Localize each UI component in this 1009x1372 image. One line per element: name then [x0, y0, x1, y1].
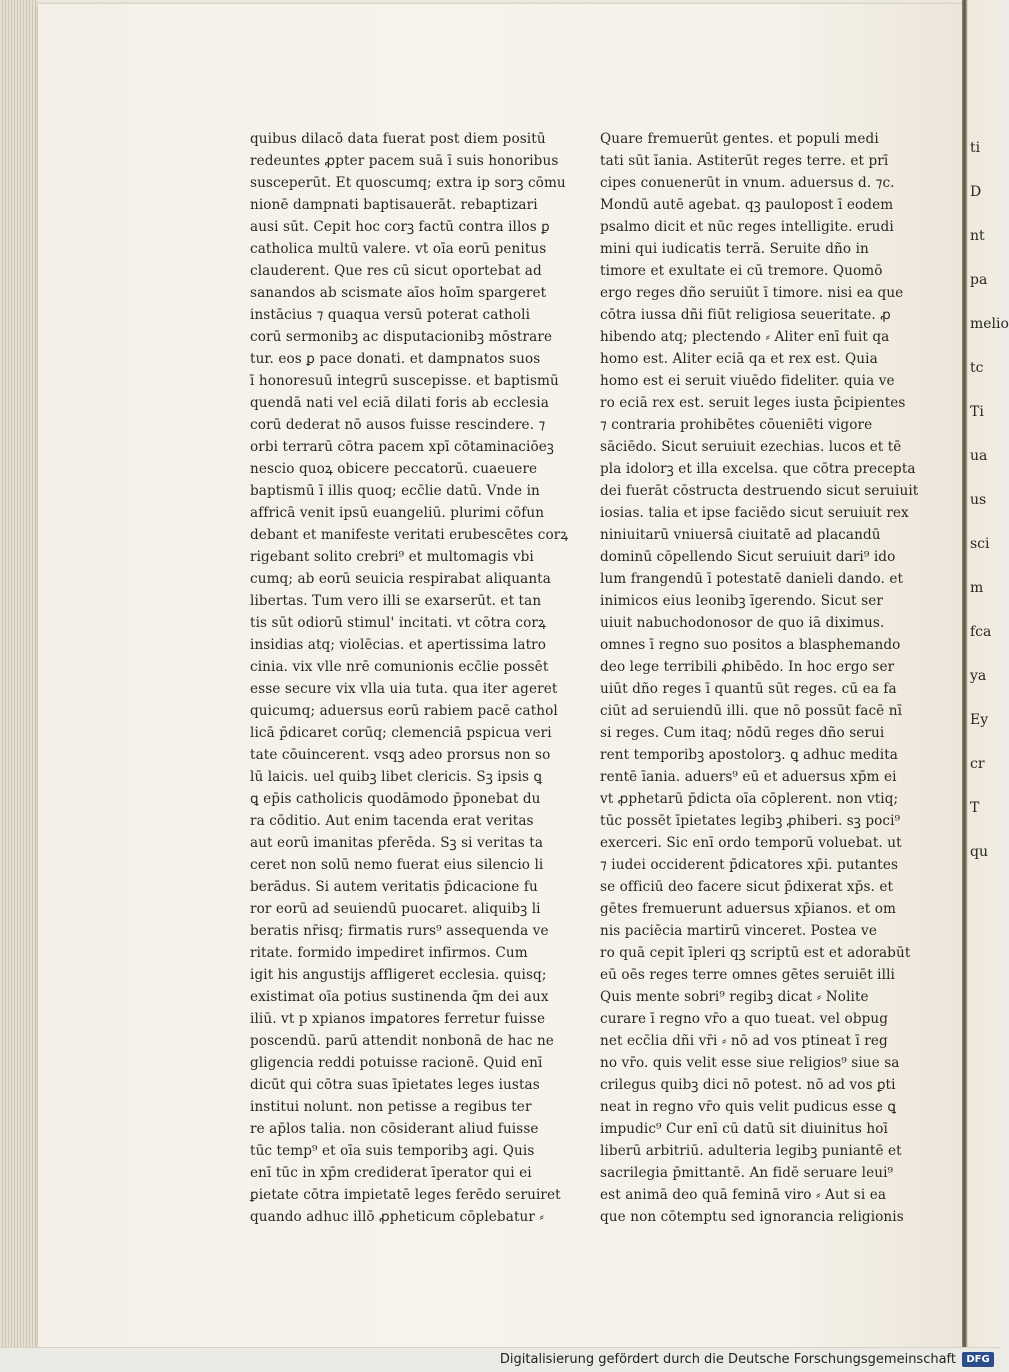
text-line: iosias. talia et ipse faciēdo sicut seruiuit rex: [600, 505, 909, 521]
text-line: institui nolunt. non petisse a regibus ter: [250, 1099, 532, 1115]
text-line: redeuntes ꝓpter pacem suā ī suis honoribus: [250, 153, 559, 169]
text-line: esse secure vix vlla uia tuta. qua iter ageret: [250, 681, 558, 697]
page-edges: [0, 0, 38, 1347]
text-line: ro eciā rex est. seruit leges iusta p̄cipientes: [600, 395, 906, 411]
text-line: orbi terrarū cōtra pacem xpī cōtaminaciōeꝫ: [250, 439, 554, 455]
text-line: Quare fremuerūt gentes. et populi medi: [600, 131, 879, 147]
text-line: ritate. formido impediret infirmos. Cum: [250, 945, 528, 961]
text-column-right: [600, 128, 919, 1228]
text-line: crilegus quibꝫ dici nō potest. nō ad vos ꝑti: [600, 1077, 896, 1093]
text-line: eū oēs reges terre omnes gētes seruiēt illi: [600, 967, 895, 983]
text-line: cumq; ab eorū seuicia respirabat aliquanta: [250, 571, 551, 587]
text-line: gligencia reddi potuisse racionē. Quid enī: [250, 1055, 543, 1071]
text-line: inimicos eius leonibꝫ īgerendo. Sicut ser: [600, 593, 883, 609]
facing-page-fragment: m: [970, 580, 984, 596]
text-line: tate cōuincerent. vsqꝫ adeo prorsus non so: [250, 747, 551, 763]
text-line: igit his angustijs affligeret ecclesia. quisq;: [250, 967, 547, 983]
text-line: rent temporibꝫ apostolorꝫ. ꝗ adhuc medita: [600, 747, 898, 763]
facing-page-fragment: pa: [970, 272, 988, 288]
text-line: ꝑietate cōtra impietatē leges ferēdo seruiret: [250, 1187, 561, 1203]
text-line: iliū. vt p xpianos imꝑatores ferretur fuisse: [250, 1011, 546, 1027]
text-line: baptismū ī illis quoq; ecc̄lie datū. Vnde in: [250, 483, 540, 499]
text-line: tūc temp⁹ et oīa suis temporibꝫ agi. Quis: [250, 1143, 535, 1159]
text-line: ciūt ad seruiendū illi. que nō possūt facē nī: [600, 703, 903, 719]
text-line: ro quā cepit īpleri qꝫ scriptū est et adorabūt: [600, 945, 911, 961]
text-line: psalmo dicit et nūc reges intelligite. erudi: [600, 219, 894, 235]
text-line: nionē dampnati baptisauerāt. rebaptizari: [250, 197, 538, 213]
text-line: quendā nati vel eciā dilati foris ab ecclesia: [250, 395, 549, 411]
text-line: exerceri. Sic enī ordo temporū voluebat. ut: [600, 835, 902, 851]
text-line: rigebant solito crebri⁹ et multomagis vbi: [250, 549, 534, 565]
text-line: si reges. Cum itaq; nōdū reges dño serui: [600, 725, 885, 741]
text-line: existimat oīa potius sustinenda q̄m dei aux: [250, 989, 549, 1005]
text-line: poscendū. parū attendit nonbonā de hac ne: [250, 1033, 554, 1049]
text-line: homo est ei seruit viuēdo fideliter. quia ve: [600, 373, 895, 389]
text-line: re ap̄los talia. non cōsiderant aliud fuisse: [250, 1121, 539, 1137]
facing-page-fragment: sci: [970, 536, 990, 552]
funding-note: Digitalisierung gefördert durch die Deutsche Forschungsgemeinschaft: [499, 1352, 956, 1367]
text-line: sacrilegia p̄mittantē. An fidē seruare leui⁹: [600, 1165, 894, 1181]
footer-bar: [0, 1347, 1000, 1372]
text-line: enī tūc in xp̄m crediderat īperator qui ei: [250, 1165, 532, 1181]
text-line: lum frangendū ī potestatē danieli dando. et: [600, 571, 904, 587]
text-line: timore et exultate ei cū tremore. Quomō: [600, 263, 883, 279]
text-line: licā p̄dicaret corūq; clemenciā pspicua veri: [250, 725, 552, 741]
text-line: Quis mente sobri⁹ regibꝫ dicat ⸗ Nolite: [600, 989, 869, 1005]
text-line: lū laicis. uel quibꝫ libet clericis. Sꝫ ipsis ꝗ: [250, 769, 543, 785]
text-line: ausi sūt. Cepit hoc corꝫ factū contra illos ꝑ: [250, 219, 550, 235]
text-line: rentē īania. aduers⁹ eū et aduersus xp̄m ei: [600, 769, 897, 785]
text-line: tūc possēt īpietates legibꝫ ꝓhiberi. sꝫ poci⁹: [600, 813, 901, 829]
text-line: debant et manifeste veritati erubescētes corꝝ: [250, 527, 569, 543]
text-line: tati sūt īania. Astiterūt reges terre. et prī: [600, 153, 889, 169]
text-line: affricā venit ipsū euangeliū. plurimi cōfun: [250, 505, 545, 521]
text-line: catholica multū valere. vt oīa eorū penitus: [250, 241, 547, 257]
text-line: ra cōditio. Aut enim tacenda erat veritas: [250, 813, 534, 829]
text-line: ror eorū ad seuiendū puocaret. aliquibꝫ li: [250, 901, 541, 917]
text-line: ergo reges dño seruiūt ī timore. nisi ea que: [600, 285, 904, 301]
text-line: net ecc̄lia dñi vr̄i ⸗ nō ad vos ptineat ī reg: [600, 1033, 888, 1049]
text-line: curare ī regno vr̄o a quo tueat. vel obpug: [600, 1011, 889, 1027]
text-line: ꝗ ep̄is catholicis quodāmodo p̄ponebat du: [250, 791, 541, 807]
text-line: ī honoresuū integrū suscepisse. et baptismū: [250, 373, 559, 389]
dfg-logo: DFG: [962, 1352, 994, 1367]
facing-page-fragment: fca: [970, 624, 992, 640]
text-line: tis sūt odiorū stimul' incitati. vt cōtra corꝝ: [250, 615, 546, 631]
facing-page-fragment: Ey: [970, 712, 989, 728]
text-line: niniuitarū vniuersā ciuitatē ad placandū: [600, 527, 881, 543]
facing-page-fragment: Ti: [970, 404, 984, 420]
facing-page-edge: [962, 0, 1009, 1347]
text-line: sanandos ab scismate aīos hoīm spargeret: [250, 285, 547, 301]
text-line: quicumq; aduersus eorū rabiem pacē cathol: [250, 703, 558, 719]
facing-page-fragment: us: [970, 492, 987, 508]
text-line: cinia. vix vlle nrē comunionis ecc̄lie possēt: [250, 659, 549, 675]
text-line: corū dederat nō ausos fuisse rescindere. ⁊: [250, 417, 546, 433]
text-line: dei fuerāt cōstructa destruendo sicut seruiuit: [600, 483, 919, 499]
text-line: se officiū deo facere sicut p̄dixerat xp̄s. et: [600, 879, 894, 895]
text-line: homo est. Aliter eciā qa et rex est. Quia: [600, 351, 878, 367]
text-line: insidias atq; violēcias. et apertissima latro: [250, 637, 547, 653]
text-line: cōtra iussa dñi fiūt religiosa seueritate. ꝓ: [600, 307, 891, 323]
text-line: neat in regno vr̄o quis velit pudicus esse ꝗ: [600, 1099, 897, 1115]
facing-page-fragment: nt: [970, 228, 985, 244]
text-line: mini qui iudicatis terrā. Seruite dño in: [600, 241, 869, 257]
text-line: impudic⁹ Cur enī cū datū sit diuinitus hoī: [600, 1121, 888, 1137]
text-line: uiuit nabuchodonosor de quo iā diximus.: [600, 615, 885, 631]
text-line: quibus dilacō data fuerat post diem positū: [250, 131, 546, 147]
text-line: nescio quoꝝ obicere peccatorū. cuaeuere: [250, 461, 538, 477]
text-column-left: [250, 128, 568, 1228]
text-line: sāciēdo. Sicut seruiuit ezechias. lucos et tē: [600, 439, 902, 455]
text-line: vt ꝓphetarū p̄dicta oīa cōplerent. non vtiq;: [600, 791, 899, 807]
text-line: no vr̄o. quis velit esse siue religios⁹ siue sa: [600, 1055, 900, 1071]
text-line: susceperūt. Et quoscumq; extra ip sorꝫ cōmu: [250, 175, 566, 191]
facing-page-fragment: ua: [970, 448, 988, 464]
text-line: tur. eos ꝑ pace donati. et dampnatos suos: [250, 351, 541, 367]
text-line: ⁊ contraria prohibētes cōueniēti vigore: [600, 417, 873, 433]
text-line: gētes fremuerunt aduersus xp̄ianos. et om: [600, 901, 897, 917]
facing-page-fragment: ya: [970, 668, 987, 684]
text-line: quando adhuc illō ꝓpheticum cōplebatur ⸗: [250, 1209, 545, 1225]
facing-page-fragment: ti: [970, 140, 981, 156]
text-line: ceret non solū nemo fuerat eius silencio li: [250, 857, 544, 873]
facing-page-fragment: tc: [970, 360, 984, 376]
text-line: est animā deo quā feminā viro ⸗ Aut si ea: [600, 1187, 887, 1203]
text-line: ⁊ iudei occiderent p̄dicatores xp̄i. putantes: [600, 857, 899, 873]
text-line: cipes conuenerūt in vnum. aduersus d. ⁊c.: [600, 175, 895, 191]
facing-page-fragment: D: [970, 184, 982, 200]
text-line: hibendo atq; plectendo ⸗ Aliter enī fuit qa: [600, 329, 890, 345]
text-line: nis paciēcia martirū vinceret. Postea ve: [600, 923, 877, 939]
text-line: beratis nr̄isq; firmatis rurs⁹ assequenda ve: [250, 923, 549, 939]
text-line: que non cōtemptu sed ignorancia religionis: [600, 1209, 904, 1225]
facing-page-fragment: qu: [970, 844, 988, 860]
text-line: aut eorū imanitas pferēda. Sꝫ si veritas ta: [250, 835, 544, 851]
text-line: liberū arbitriū. adulteria legibꝫ puniantē et: [600, 1143, 902, 1159]
text-line: corū sermonibꝫ ac disputacionibꝫ mōstrare: [250, 329, 553, 345]
text-line: instācius ⁊ quaqua versū poterat catholi: [250, 307, 531, 323]
text-line: deo lege terribili ꝓhibēdo. In hoc ergo ser: [600, 659, 895, 675]
text-line: omnes ī regno suo positos a blasphemando: [600, 637, 901, 653]
text-line: uiūt dño reges ī quantū sūt reges. cū ea fa: [600, 681, 897, 697]
facing-page-fragment: T: [970, 800, 980, 816]
text-line: libertas. Tum vero illi se exarserūt. et tan: [250, 593, 542, 609]
text-line: dicūt qui cōtra suas īpietates leges iustas: [250, 1077, 540, 1093]
text-line: pla idolorꝫ et illa excelsa. que cōtra precepta: [600, 461, 916, 477]
text-line: Mondū autē agebat. qꝫ paulopost ī eodem: [600, 197, 894, 213]
facing-page-fragment: cr: [970, 756, 985, 772]
facing-page-fragment: melio: [970, 316, 1009, 332]
text-line: dominū cōpellendo Sicut seruiuit dari⁹ ido: [600, 549, 896, 565]
text-line: clauderent. Que res cū sicut oportebat ad: [250, 263, 542, 279]
text-line: berādus. Si autem veritatis p̄dicacione fu: [250, 879, 538, 895]
